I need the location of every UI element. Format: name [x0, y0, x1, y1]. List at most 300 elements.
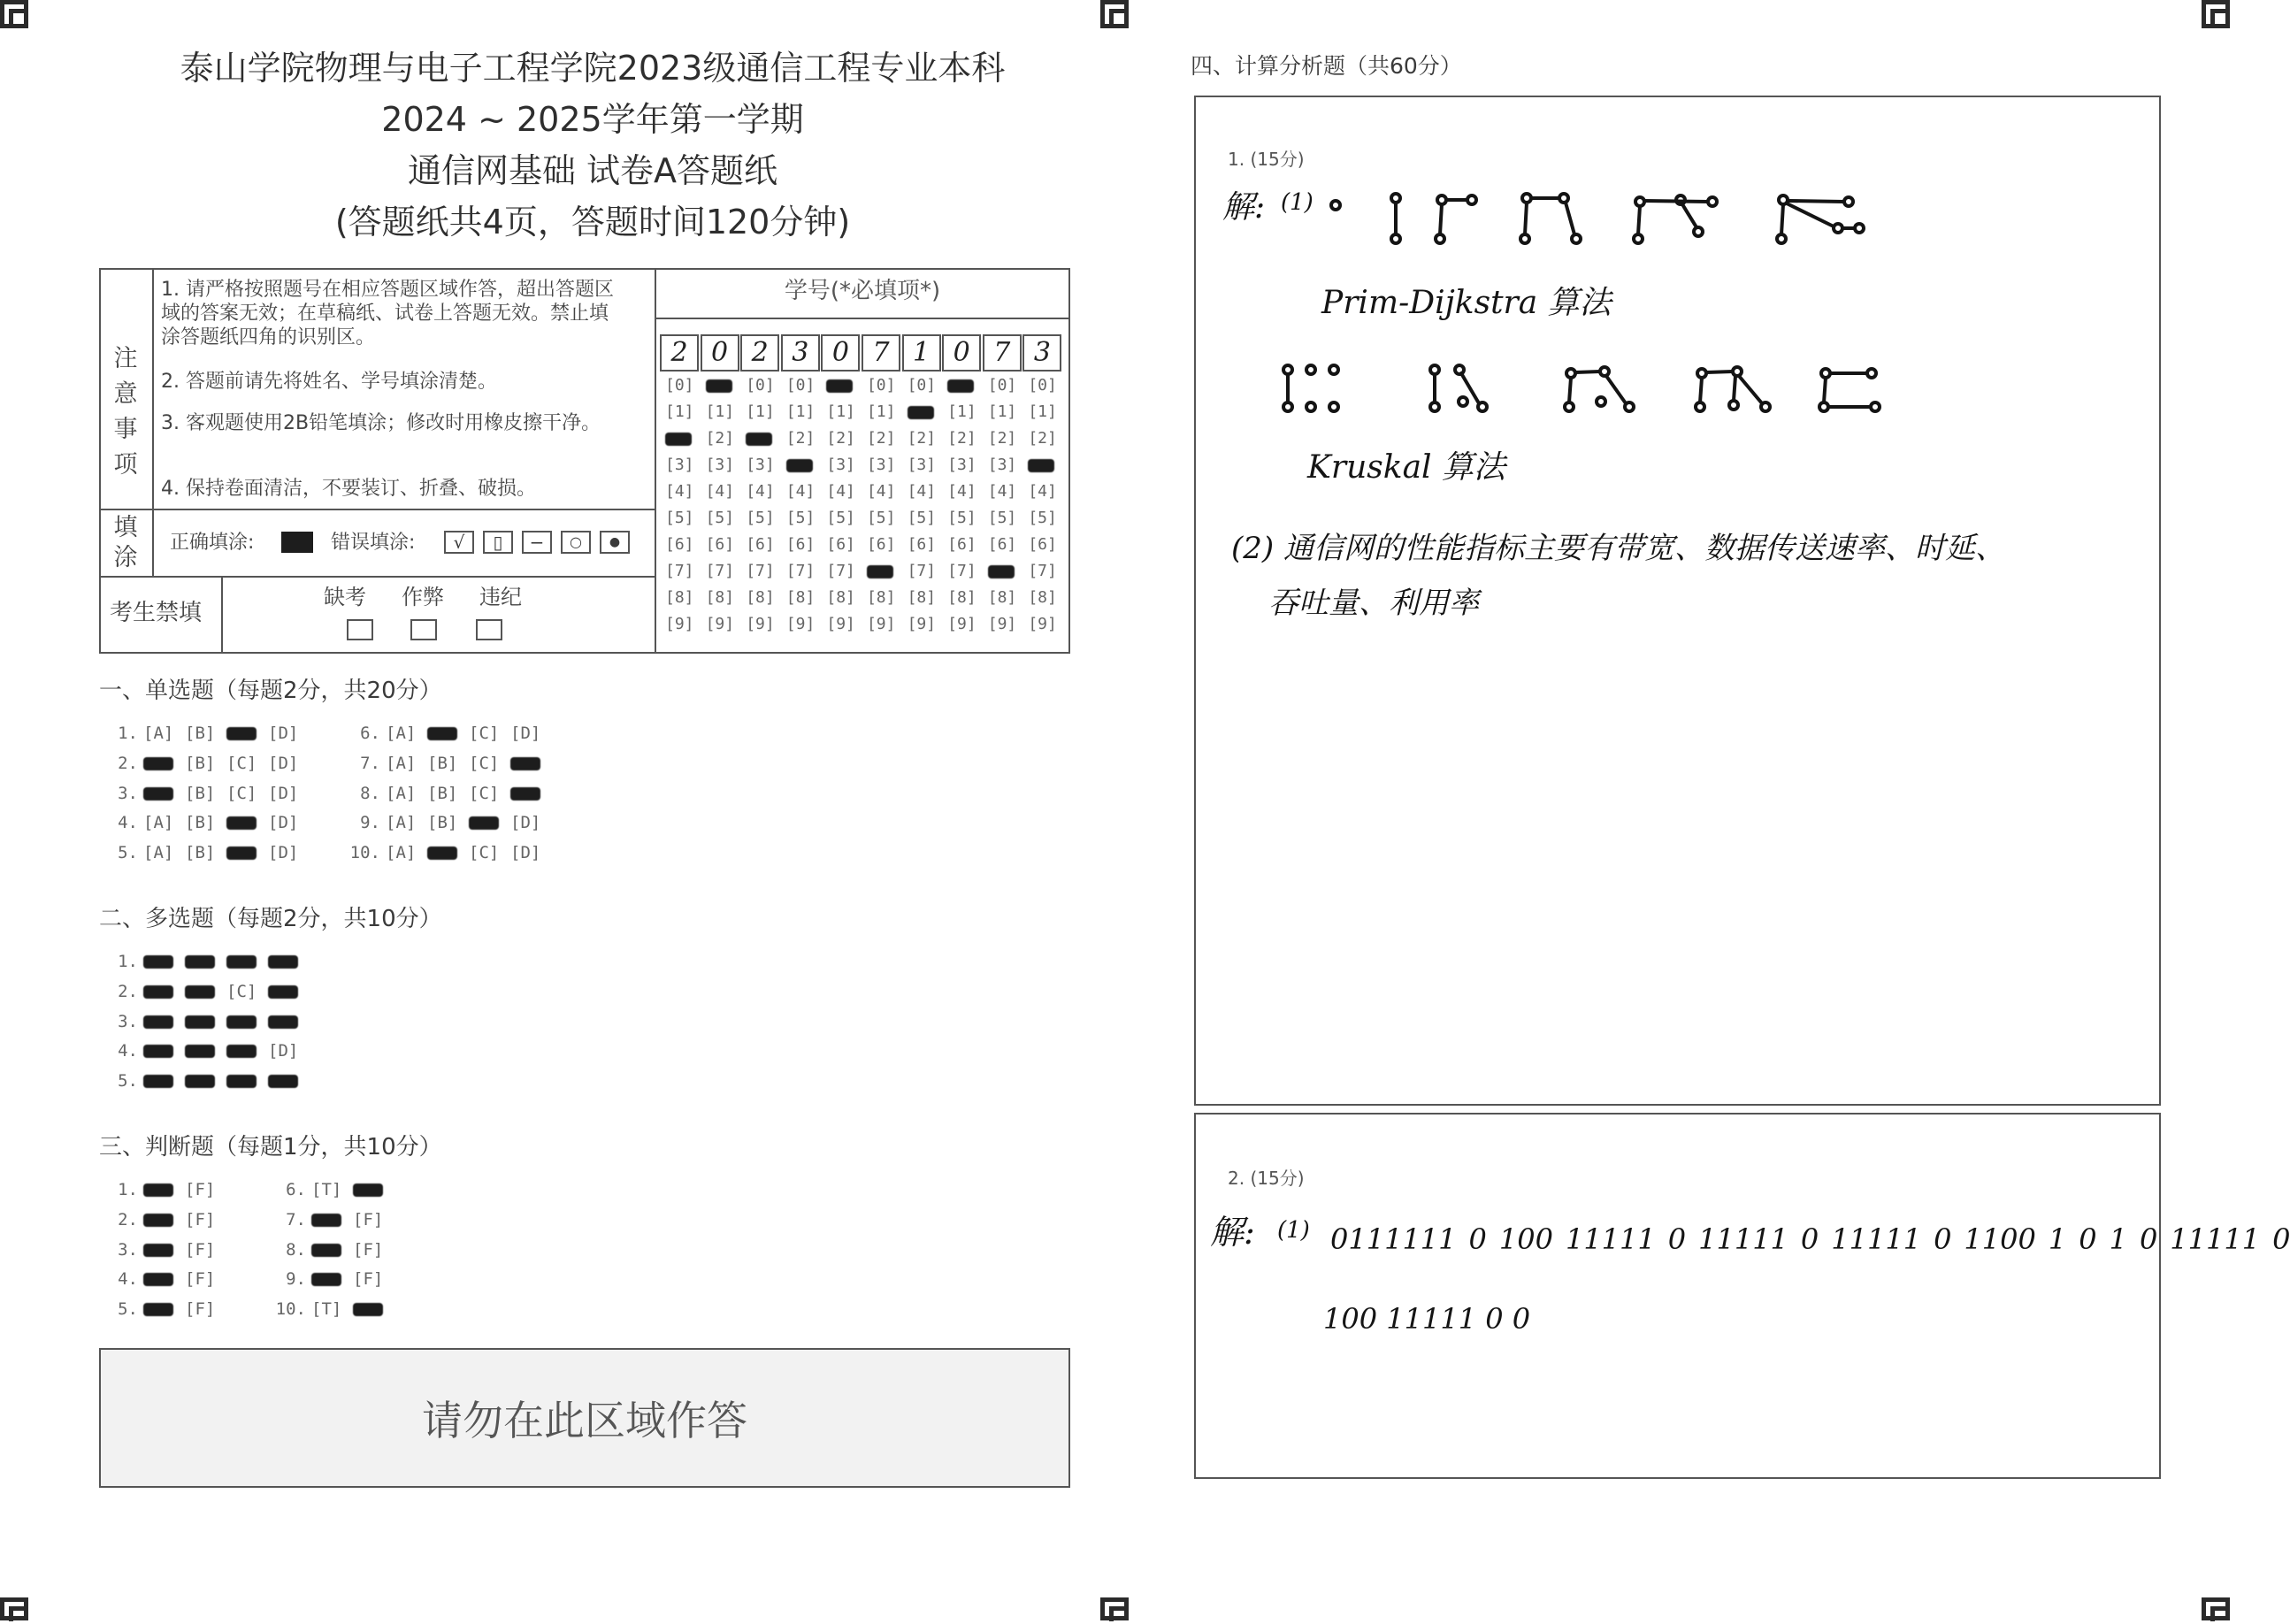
section1-option[interactable]: [A] — [386, 843, 417, 863]
bubble-option[interactable]: [8] — [1028, 588, 1057, 607]
section3-option-filled[interactable] — [311, 1240, 353, 1260]
wrong-mark-bar: ▯ — [483, 531, 513, 554]
bubble-option[interactable]: [8] — [665, 588, 694, 607]
section1-option-filled[interactable] — [427, 843, 469, 862]
section4-title: 四、计算分析题（共60分） — [1191, 53, 1462, 79]
section2-option-filled[interactable] — [185, 1071, 226, 1091]
corner-mark-bottom-center — [1100, 1597, 1129, 1620]
answer-fill-mark — [143, 1273, 173, 1286]
prim-step5-tree — [1777, 195, 1864, 243]
section1-question-row — [104, 724, 310, 743]
bubble-option[interactable]: [2] — [1028, 429, 1057, 448]
bubble-option[interactable]: [2] — [866, 429, 896, 448]
section1-option[interactable]: [B] — [185, 724, 216, 743]
section3-option-filled[interactable] — [143, 1180, 185, 1199]
answer-fill-mark — [226, 1045, 257, 1058]
section1-question-row — [104, 843, 310, 862]
bubble-filled[interactable] — [1026, 456, 1067, 482]
section3-question-row — [104, 1269, 226, 1289]
bubble-option[interactable]: [5] — [907, 509, 937, 527]
bitstream-token: 0 — [2079, 1222, 2097, 1256]
section2-option-filled[interactable] — [185, 1041, 226, 1061]
section3-question-row — [104, 1299, 226, 1319]
answer-fill-mark — [143, 985, 173, 999]
student-id-digit: 7 — [862, 334, 900, 372]
question-number: 5. — [118, 843, 138, 863]
section1-option-filled[interactable] — [226, 843, 268, 862]
bitstream-token: 0 — [1667, 1222, 1687, 1256]
section3-option-filled[interactable] — [311, 1210, 353, 1229]
bubble-option[interactable]: [8] — [826, 588, 855, 607]
section3-question-row — [271, 1299, 394, 1319]
bubble-option[interactable]: [8] — [705, 588, 735, 607]
section3-title: 三、判断题（每题1分，共10分） — [99, 1134, 442, 1161]
section1-option-filled[interactable] — [226, 724, 268, 743]
section1-option[interactable]: [B] — [427, 813, 458, 833]
question-number: 10. — [349, 843, 380, 863]
q2-answer-box[interactable] — [1194, 1113, 2161, 1479]
bubble-fill-mark — [665, 433, 692, 446]
bubble-row — [663, 615, 1067, 641]
bubble-option[interactable]: [6] — [665, 535, 694, 554]
bubble-filled[interactable] — [906, 402, 946, 429]
bubble-option[interactable]: [9] — [665, 615, 694, 633]
bubble-filled[interactable] — [946, 376, 986, 402]
bubble-option[interactable]: [0] — [1028, 376, 1057, 395]
bubble-option[interactable]: [6] — [947, 535, 977, 554]
bubble-option[interactable]: [6] — [746, 535, 775, 554]
bubble-option[interactable]: [3] — [665, 456, 694, 474]
bubble-option[interactable]: [8] — [907, 588, 937, 607]
bubble-option[interactable]: [8] — [987, 588, 1017, 607]
section2-option-filled[interactable] — [226, 1041, 268, 1061]
bubble-option[interactable]: [0] — [785, 376, 816, 395]
bubble-option[interactable]: [7] — [665, 562, 694, 580]
bubble-option[interactable]: [4] — [785, 482, 816, 501]
bubble-option[interactable]: [2] — [947, 429, 977, 448]
section1-option[interactable]: [B] — [427, 783, 458, 803]
bubble-option[interactable]: [5] — [665, 509, 694, 527]
bubble-option[interactable]: [4] — [705, 482, 735, 501]
fill-guide-correct: 正确填涂: — [170, 532, 255, 554]
section1-option[interactable]: [D] — [510, 813, 541, 833]
fill-guide-label: 填涂 — [113, 514, 138, 571]
bubble-fill-mark — [1028, 459, 1054, 472]
section3-option-filled[interactable] — [143, 1240, 185, 1260]
status-violation-checkbox[interactable] — [476, 619, 502, 640]
bubble-option[interactable]: [9] — [746, 615, 775, 633]
section1-option[interactable]: [A] — [386, 783, 417, 803]
notice-bottom-line — [99, 509, 655, 510]
section2-option-filled[interactable] — [268, 952, 310, 971]
section2-option-filled[interactable] — [268, 982, 310, 1001]
kruskal-step0-forest — [1283, 365, 1338, 411]
bubble-option[interactable]: [6] — [826, 535, 855, 554]
wrong-mark-dash: − — [522, 531, 552, 554]
bubble-option[interactable]: [4] — [907, 482, 937, 501]
question-number: 2. — [118, 1209, 138, 1229]
section1-option[interactable]: [B] — [185, 783, 216, 803]
bubble-option[interactable]: [4] — [1028, 482, 1057, 501]
answer-fill-mark — [185, 985, 215, 999]
bitstream-token: 0 — [2272, 1222, 2290, 1256]
section2-question-row — [104, 1071, 310, 1091]
section1-option[interactable]: [D] — [268, 843, 299, 863]
bubble-option[interactable]: [7] — [947, 562, 977, 580]
bubble-option[interactable]: [2] — [907, 429, 937, 448]
status-absent-label: 缺考 — [324, 585, 366, 609]
question-number: 3. — [118, 783, 138, 803]
bubble-row — [663, 376, 1067, 402]
section3-question-row — [271, 1180, 394, 1199]
answer-fill-mark — [143, 955, 173, 969]
question-number: 9. — [360, 813, 380, 833]
section3-option[interactable]: [F] — [185, 1239, 216, 1260]
section1-option-filled[interactable] — [469, 813, 510, 832]
bubble-row — [663, 482, 1067, 509]
section2-option-filled[interactable] — [185, 1012, 226, 1031]
bubble-option[interactable]: [7] — [907, 562, 937, 580]
section1-option[interactable]: [C] — [469, 843, 500, 863]
bubble-option[interactable]: [9] — [826, 615, 855, 633]
section1-option[interactable]: [C] — [469, 783, 500, 803]
bubble-filled[interactable] — [824, 376, 865, 402]
answer-fill-mark — [185, 1015, 215, 1029]
status-absent-checkbox[interactable] — [347, 619, 373, 640]
section1-option[interactable]: [A] — [143, 843, 174, 863]
bubble-option[interactable]: [8] — [866, 588, 896, 607]
section2-option[interactable]: [C] — [226, 981, 257, 1001]
answer-fill-mark — [143, 1303, 173, 1316]
bubble-option[interactable]: [2] — [987, 429, 1017, 448]
bubble-option[interactable]: [3] — [947, 456, 977, 474]
q1-label: 1. (15分) — [1228, 149, 1305, 170]
answer-fill-mark — [185, 1045, 215, 1058]
section3-option-filled[interactable] — [311, 1269, 353, 1289]
bubble-fill-mark — [908, 406, 934, 419]
bubble-option[interactable]: [4] — [987, 482, 1017, 501]
section1-option-filled[interactable] — [510, 754, 552, 773]
bubble-option[interactable]: [2] — [705, 429, 735, 448]
sid-title-line — [655, 318, 1070, 319]
section1-option[interactable]: [D] — [268, 813, 299, 833]
question-number: 8. — [360, 783, 380, 803]
bubble-option[interactable]: [1] — [826, 402, 855, 421]
bubble-option[interactable]: [6] — [705, 535, 735, 554]
bubble-option[interactable]: [0] — [907, 376, 937, 395]
section1-option[interactable]: [D] — [510, 843, 541, 863]
bubble-fill-mark — [826, 379, 853, 393]
section1-option[interactable]: [A] — [386, 724, 417, 743]
corner-mark-bottom-left — [0, 1597, 28, 1620]
bubble-option[interactable]: [6] — [866, 535, 896, 554]
student-id-digit: 3 — [781, 334, 820, 372]
section1-option-filled[interactable] — [143, 754, 185, 773]
section2-option-filled[interactable] — [143, 1012, 185, 1031]
bubble-option[interactable]: [3] — [746, 456, 775, 474]
section2-option-filled[interactable] — [143, 1071, 185, 1091]
section1-option-filled[interactable] — [427, 724, 469, 743]
section2-option[interactable]: [D] — [268, 1041, 299, 1061]
bubble-option[interactable]: [6] — [785, 535, 816, 554]
prim-algorithm-label: Prim-Dijkstra 算法 — [1321, 285, 1612, 321]
bubble-option[interactable]: [9] — [907, 615, 937, 633]
section3-option[interactable]: [T] — [311, 1299, 342, 1320]
bubble-row — [663, 456, 1067, 482]
bubble-option[interactable]: [9] — [705, 615, 735, 633]
corner-mark-top-left — [0, 0, 28, 28]
bubble-option[interactable]: [3] — [826, 456, 855, 474]
section1-question-row — [104, 754, 310, 773]
section1-option-filled[interactable] — [143, 784, 185, 803]
prim-step1-tree — [1391, 194, 1400, 243]
bubble-option[interactable]: [2] — [826, 429, 855, 448]
section3-option[interactable]: [F] — [185, 1180, 216, 1199]
answer-fill-mark — [185, 955, 215, 969]
kruskal-step1-forest — [1430, 365, 1487, 411]
student-id-digit: 0 — [701, 334, 739, 372]
section3-option[interactable]: [F] — [353, 1209, 384, 1229]
section3-question-row — [104, 1210, 226, 1229]
section1-option[interactable]: [C] — [469, 753, 500, 773]
bitstream-token: 11111 — [1831, 1222, 1922, 1256]
bubble-option[interactable]: [7] — [1028, 562, 1057, 580]
section3-option[interactable]: [F] — [353, 1269, 384, 1290]
section1-option[interactable]: [D] — [268, 753, 299, 773]
section2-option-filled[interactable] — [268, 1012, 310, 1031]
section1-option[interactable]: [B] — [427, 753, 458, 773]
section3-option-filled[interactable] — [143, 1210, 185, 1229]
bitstream-token: 0111111 — [1330, 1222, 1457, 1256]
answer-fill-mark — [143, 1075, 173, 1088]
bubble-option[interactable]: [7] — [785, 562, 816, 580]
bubble-option[interactable]: [1] — [947, 402, 977, 421]
section1-option[interactable]: [C] — [226, 753, 257, 773]
answer-fill-mark — [268, 1015, 298, 1029]
question-number: 7. — [286, 1209, 306, 1229]
no-answer-zone: 请勿在此区域作答 — [99, 1348, 1070, 1488]
section1-option[interactable]: [B] — [185, 843, 216, 863]
bubble-option[interactable]: [9] — [866, 615, 896, 633]
bubble-option[interactable]: [4] — [866, 482, 896, 501]
section1-option-filled[interactable] — [510, 784, 552, 803]
question-number: 9. — [286, 1269, 306, 1290]
section1-option[interactable]: [A] — [386, 753, 417, 773]
section3-option-filled[interactable] — [353, 1299, 394, 1319]
bitstream-token: 1 — [2048, 1222, 2067, 1256]
section2-option-filled[interactable] — [143, 952, 185, 971]
section3-option[interactable]: [F] — [185, 1299, 216, 1320]
section1-option[interactable]: [D] — [268, 783, 299, 803]
answer-fill-mark — [226, 816, 257, 830]
section3-option-filled[interactable] — [143, 1269, 185, 1289]
section3-option[interactable]: [F] — [185, 1269, 216, 1290]
section2-question-row — [104, 952, 310, 971]
bubble-filled[interactable] — [986, 562, 1027, 588]
bubble-filled[interactable] — [744, 429, 785, 456]
prim-step0-node — [1331, 201, 1340, 210]
bubble-option[interactable]: [5] — [987, 509, 1017, 527]
bubble-row — [663, 509, 1067, 535]
bubble-option[interactable]: [1] — [785, 402, 816, 421]
section3-option[interactable]: [F] — [353, 1239, 384, 1260]
bubble-option[interactable]: [1] — [746, 402, 775, 421]
section1-question-row — [104, 813, 310, 832]
bubble-option[interactable]: [4] — [947, 482, 977, 501]
bubble-option[interactable]: [5] — [826, 509, 855, 527]
bubble-option[interactable]: [0] — [987, 376, 1017, 395]
bubble-option[interactable]: [4] — [665, 482, 694, 501]
bubble-option[interactable]: [9] — [987, 615, 1017, 633]
section1-option[interactable]: [B] — [185, 813, 216, 833]
answer-fill-mark — [268, 955, 298, 969]
answer-fill-mark — [143, 1214, 173, 1227]
bubble-option[interactable]: [7] — [826, 562, 855, 580]
section1-option[interactable]: [C] — [226, 783, 257, 803]
section1-option[interactable]: [C] — [469, 724, 500, 743]
corner-mark-top-right — [2202, 0, 2230, 28]
section1-option[interactable]: [B] — [185, 753, 216, 773]
notice-item-4: 4. 保持卷面清洁，不要装订、折叠、破损。 — [161, 478, 536, 500]
student-id-digit: 3 — [1022, 334, 1061, 372]
section2-option-filled[interactable] — [185, 982, 226, 1001]
section1-option[interactable]: [A] — [143, 813, 174, 833]
question-number: 1. — [118, 952, 138, 971]
bubble-option[interactable]: [0] — [746, 376, 775, 395]
section1-question-row — [104, 784, 310, 803]
bubble-fill-mark — [947, 379, 974, 393]
section1-option[interactable]: [A] — [386, 813, 417, 833]
bubble-filled[interactable] — [704, 376, 745, 402]
bubble-option[interactable]: [4] — [826, 482, 855, 501]
question-number: 7. — [360, 753, 380, 773]
bitstream-token: 0 — [1800, 1222, 1819, 1256]
bubble-option[interactable]: [6] — [1028, 535, 1057, 554]
section3-option[interactable]: [T] — [311, 1180, 342, 1199]
section3-question-row — [271, 1240, 394, 1260]
answer-fill-mark — [226, 1075, 257, 1088]
bubble-option[interactable]: [7] — [705, 562, 735, 580]
bubble-filled[interactable] — [865, 562, 906, 588]
bubble-option[interactable]: [6] — [907, 535, 937, 554]
bubble-option[interactable]: [1] — [705, 402, 735, 421]
question-number: 4. — [118, 1041, 138, 1061]
bubble-filled[interactable] — [785, 456, 825, 482]
section3-option-filled[interactable] — [143, 1299, 185, 1319]
kruskal-step3-forest — [1696, 367, 1770, 411]
section1-option[interactable]: [A] — [143, 724, 174, 743]
student-id-digit: 0 — [942, 334, 981, 372]
bubble-option[interactable]: [5] — [866, 509, 896, 527]
bubble-option[interactable]: [9] — [785, 615, 816, 633]
bubble-option[interactable]: [0] — [665, 376, 694, 395]
fill-bottom-line — [99, 576, 655, 578]
question-number: 2. — [118, 753, 138, 773]
answer-fill-mark — [427, 846, 457, 860]
q1-part1-mark: (1) — [1281, 189, 1313, 216]
section2-option-filled[interactable] — [143, 1041, 185, 1061]
section2-question-row — [104, 982, 310, 1001]
bubble-option[interactable]: [3] — [907, 456, 937, 474]
bubble-option[interactable]: [4] — [746, 482, 775, 501]
student-id-bubble-grid — [663, 376, 1067, 641]
bubble-option[interactable]: [7] — [746, 562, 775, 580]
bitstream-token: 100 — [1498, 1222, 1553, 1256]
bubble-option[interactable]: [5] — [785, 509, 816, 527]
section1-option[interactable]: [D] — [268, 724, 299, 743]
section2-option-filled[interactable] — [226, 1012, 268, 1031]
kruskal-algorithm-label: Kruskal 算法 — [1307, 449, 1505, 486]
bubble-option[interactable]: [1] — [1028, 402, 1057, 421]
bubble-option[interactable]: [9] — [947, 615, 977, 633]
fill-guide-wrong: 错误填涂: — [331, 532, 416, 554]
student-id-digit: 2 — [660, 334, 699, 372]
bubble-option[interactable]: [8] — [746, 588, 775, 607]
question-number: 8. — [286, 1239, 306, 1260]
section1-option[interactable]: [D] — [510, 724, 541, 743]
notice-label: 注意事项 — [113, 345, 138, 479]
q2-part1-mark: (1) — [1277, 1217, 1310, 1244]
question-number: 3. — [118, 1011, 138, 1031]
bitstream-token: 0 — [1934, 1222, 1952, 1256]
section3-question-row — [271, 1269, 394, 1289]
student-id-digit: 7 — [983, 334, 1022, 372]
q2-solve-mark: 解: — [1210, 1213, 1255, 1252]
section1-option-filled[interactable] — [226, 813, 268, 832]
bubble-option[interactable]: [3] — [866, 456, 896, 474]
bubble-option[interactable]: [8] — [785, 588, 816, 607]
section2-option-filled[interactable] — [268, 1071, 310, 1091]
q2-bitstream-line2: 100 11111 0 0 — [1323, 1302, 1531, 1336]
answer-fill-mark — [268, 1075, 298, 1088]
bubble-row — [663, 588, 1067, 615]
status-cheat-checkbox[interactable] — [410, 619, 437, 640]
bubble-option[interactable]: [6] — [987, 535, 1017, 554]
wrong-mark-circle: ○ — [561, 531, 591, 554]
notice-label-divider — [152, 268, 154, 576]
section3-option-filled[interactable] — [353, 1180, 394, 1199]
section3-question-row — [271, 1210, 394, 1229]
answer-fill-mark — [143, 1015, 173, 1029]
bubble-option[interactable]: [2] — [785, 429, 816, 448]
bitstream-token: 0 — [2139, 1222, 2158, 1256]
bubble-fill-mark — [706, 379, 732, 393]
section2-option-filled[interactable] — [226, 952, 268, 971]
bubble-option[interactable]: [0] — [866, 376, 896, 395]
section3-option[interactable]: [F] — [185, 1209, 216, 1229]
bubble-option[interactable]: [8] — [947, 588, 977, 607]
answer-fill-mark — [510, 757, 540, 770]
bubble-option[interactable]: [3] — [705, 456, 735, 474]
bubble-option[interactable]: [9] — [1028, 615, 1057, 633]
bubble-option[interactable]: [5] — [947, 509, 977, 527]
section2-option-filled[interactable] — [226, 1071, 268, 1091]
q1-solve-mark: 解: — [1222, 189, 1266, 226]
bubble-option[interactable]: [5] — [746, 509, 775, 527]
section2-option-filled[interactable] — [143, 982, 185, 1001]
bubble-option[interactable]: [5] — [705, 509, 735, 527]
bubble-option[interactable]: [5] — [1028, 509, 1057, 527]
section1-question-row — [343, 784, 552, 803]
section2-option-filled[interactable] — [185, 952, 226, 971]
bubble-option[interactable]: [1] — [866, 402, 896, 421]
bubble-option[interactable]: [1] — [665, 402, 694, 421]
bubble-option[interactable]: [1] — [987, 402, 1017, 421]
bubble-filled[interactable] — [663, 429, 704, 456]
bubble-option[interactable]: [3] — [987, 456, 1017, 474]
answer-fill-mark — [226, 846, 257, 860]
fill-guide-correct-sample — [281, 532, 313, 553]
